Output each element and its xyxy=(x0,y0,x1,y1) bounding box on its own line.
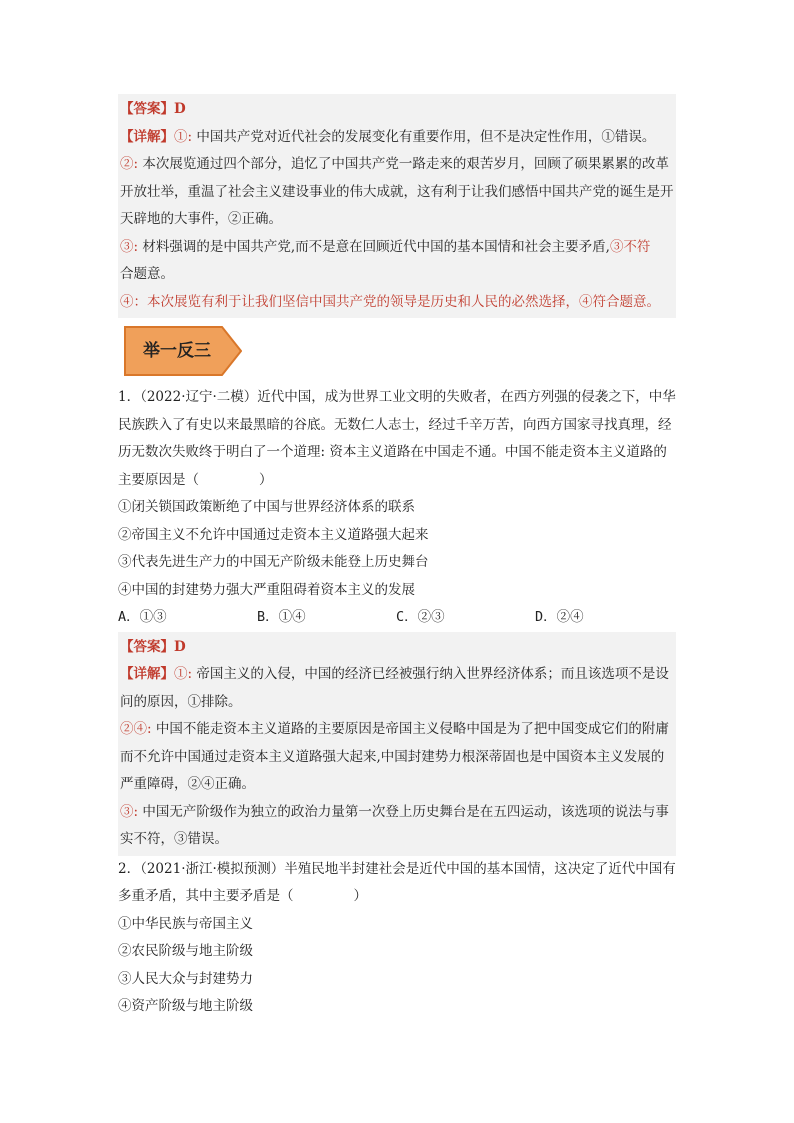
answer-value: D xyxy=(174,638,186,655)
question-1-option: ④中国的封建势力强大严重阻碍着资本主义的发展 xyxy=(118,581,415,598)
question-2-option: ③人民大众与封建势力 xyxy=(118,970,253,987)
question-2-stem: 2．（2021·浙江·模拟预测）半殖民地半封建社会是近代中国的基本国情，这决定了近代中国有多重矛盾，其中主要矛盾是（ ） xyxy=(118,860,676,904)
detail-line-3: ③: 材料强调的是中国共产党,而不是意在回顾近代中国的基本国情和社会主要矛盾,③不符 合题意。 xyxy=(120,238,651,282)
detail-line-2: ②④: 中国不能走资本主义道路的主要原因是帝国主义侵略中国是为了把中国变成它们的附庸而不允许中国通过走资本主义道路强大起来,中国封建势力根深蒂固也是中国资本主义发展的严重障碍，②④正确。 xyxy=(120,721,669,792)
choice-b[interactable]: B．①④ xyxy=(257,609,306,625)
section-arrow-badge xyxy=(124,326,242,376)
detail-line-1: 【详解】①: 帝国主义的入侵，中国的经济已经被强行纳入世界经济体系；而且该选项不是设问的原因，①排除。 xyxy=(120,666,669,710)
detail-tag: 【详解】 xyxy=(120,128,174,145)
page-content xyxy=(118,94,676,1021)
section-label xyxy=(124,326,676,378)
detail-tag: 【详解】 xyxy=(120,666,174,682)
answer-value: D xyxy=(174,101,186,117)
question-1-stem: 1．（2022·辽宁·二模）近代中国，成为世界工业文明的失败者，在西方列强的侵袭之下，中华民族跌入了有史以来最黑暗的谷底。无数仁人志士，经过千辛万苦，向西方国家寻找真理，经历无数次失败终于明白了一个道理: 资本主义道路在中国走不通。中国不能走资本主义道路的主要原因是（ ） xyxy=(118,389,676,488)
question-2-option: ①中华民族与帝国主义 xyxy=(118,915,253,932)
choice-d[interactable]: D．②④ xyxy=(535,609,584,625)
section-label-text: 举一反三 xyxy=(143,341,211,361)
answer-block-2 xyxy=(118,632,676,856)
question-1-option: ①闭关锁国政策断绝了中国与世界经济体系的联系 xyxy=(118,499,415,515)
question-2-option: ④资产阶级与地主阶级 xyxy=(118,998,253,1014)
detail-line-2: ②: 本次展览通过四个部分，追忆了中国共产党一路走来的艰苦岁月，回顾了硕果累累的改革开放壮举，重温了社会主义建设事业的伟大成就，这有利于让我们感悟中国共产党的诞生是开天辟地的大事件，②正确。 xyxy=(120,156,674,227)
question-1-option: ③代表先进生产力的中国无产阶级未能登上历史舞台 xyxy=(118,554,429,570)
question-1-option: ②帝国主义不允许中国通过走资本主义道路强大起来 xyxy=(118,526,429,543)
answer-tag: 【答案】 xyxy=(120,101,174,117)
question-2-option: ②农民阶级与地主阶级 xyxy=(118,943,253,959)
answer-line xyxy=(120,96,674,124)
answer-block-1 xyxy=(118,94,676,318)
detail-line-4: ④：本次展览有利于让我们坚信中国共产党的领导是历史和人民的必然选择，④符合题意。 xyxy=(120,293,660,310)
detail-line-1: 【详解】①: 中国共产党对近代社会的发展变化有重要作用，但不是决定性作用，①错误。 xyxy=(120,128,656,145)
answer-tag: 【答案】 xyxy=(120,638,174,655)
answer-line xyxy=(120,634,674,662)
choice-a[interactable]: A．①③ xyxy=(118,609,167,625)
question-1-choices xyxy=(118,604,676,632)
choice-c[interactable]: C．②③ xyxy=(396,609,445,625)
detail-line-3: ③: 中国无产阶级作为独立的政治力量第一次登上历史舞台是在五四运动，该选项的说法与事实不符，③错误。 xyxy=(120,803,669,847)
